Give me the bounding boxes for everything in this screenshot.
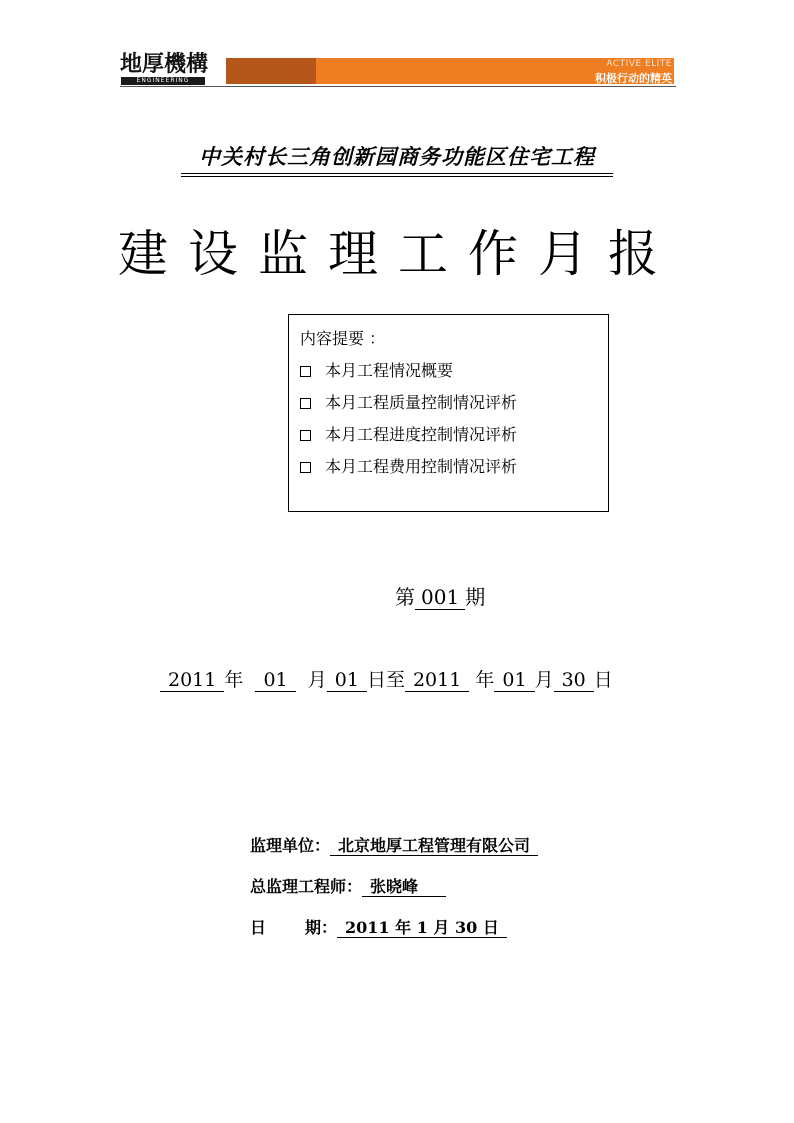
project-title-underline-2 bbox=[181, 176, 613, 177]
summary-item bbox=[300, 393, 517, 413]
chief-engineer-value: 张晓峰 bbox=[362, 877, 446, 897]
summary-item bbox=[300, 425, 517, 445]
company-logo-subtitle: ENGINEERING bbox=[121, 77, 205, 85]
end-month-label: 月 bbox=[534, 669, 554, 691]
header-bar-brown bbox=[226, 58, 316, 84]
supervision-unit-label: 监理单位： bbox=[250, 836, 331, 855]
day-to-label: 日至 bbox=[366, 669, 405, 691]
issue-suffix: 期 bbox=[465, 585, 486, 609]
checkbox-icon bbox=[300, 366, 311, 377]
checkbox-icon bbox=[300, 430, 311, 441]
end-day-label: 日 bbox=[593, 669, 613, 691]
supervision-unit bbox=[250, 835, 538, 857]
issue-number bbox=[395, 584, 485, 610]
chief-engineer-label: 总监理工程师： bbox=[250, 877, 363, 896]
month-label: 月 bbox=[307, 669, 327, 691]
summary-item-label: 本月工程质量控制情况评析 bbox=[325, 393, 518, 412]
year-label: 年 bbox=[224, 669, 244, 691]
issue-prefix: 第 bbox=[395, 585, 415, 609]
checkbox-icon bbox=[300, 398, 311, 409]
date-label-1: 日 bbox=[250, 918, 267, 937]
content-summary-heading: 内容提要 ： bbox=[300, 329, 386, 348]
checkbox-icon bbox=[300, 462, 311, 473]
summary-item-label: 本月工程费用控制情况评析 bbox=[325, 457, 518, 476]
end-day: 30 bbox=[554, 669, 594, 692]
summary-item bbox=[300, 361, 453, 381]
slogan-chinese: 积极行动的精英 bbox=[595, 72, 672, 85]
report-date bbox=[250, 917, 507, 939]
supervision-unit-value: 北京地厚工程管理有限公司 bbox=[330, 836, 538, 856]
issue-number-value: 001 bbox=[415, 585, 465, 610]
company-logo: 地厚機構 bbox=[120, 52, 209, 77]
document-title: 建设监理工作月报 bbox=[118, 225, 678, 283]
end-year: 2011 bbox=[405, 669, 469, 692]
end-year-label: 年 bbox=[475, 669, 495, 691]
end-month: 01 bbox=[494, 669, 534, 692]
start-day: 01 bbox=[327, 669, 367, 692]
summary-item bbox=[300, 457, 517, 477]
chief-engineer bbox=[250, 876, 446, 898]
date-label-2: 期： bbox=[305, 918, 338, 937]
report-period bbox=[160, 667, 613, 693]
start-year: 2011 bbox=[160, 669, 224, 692]
slogan-english: ACTIVE ELITE bbox=[606, 59, 672, 69]
project-title-underline bbox=[181, 173, 613, 174]
report-date-value: 2011 年 1 月 30 日 bbox=[337, 918, 507, 938]
header-divider bbox=[120, 86, 676, 87]
summary-item-label: 本月工程进度控制情况评析 bbox=[325, 425, 518, 444]
summary-item-label: 本月工程情况概要 bbox=[325, 361, 454, 380]
project-title: 中关村长三角创新园商务功能区住宅工程 bbox=[199, 144, 595, 169]
start-month: 01 bbox=[255, 669, 295, 692]
